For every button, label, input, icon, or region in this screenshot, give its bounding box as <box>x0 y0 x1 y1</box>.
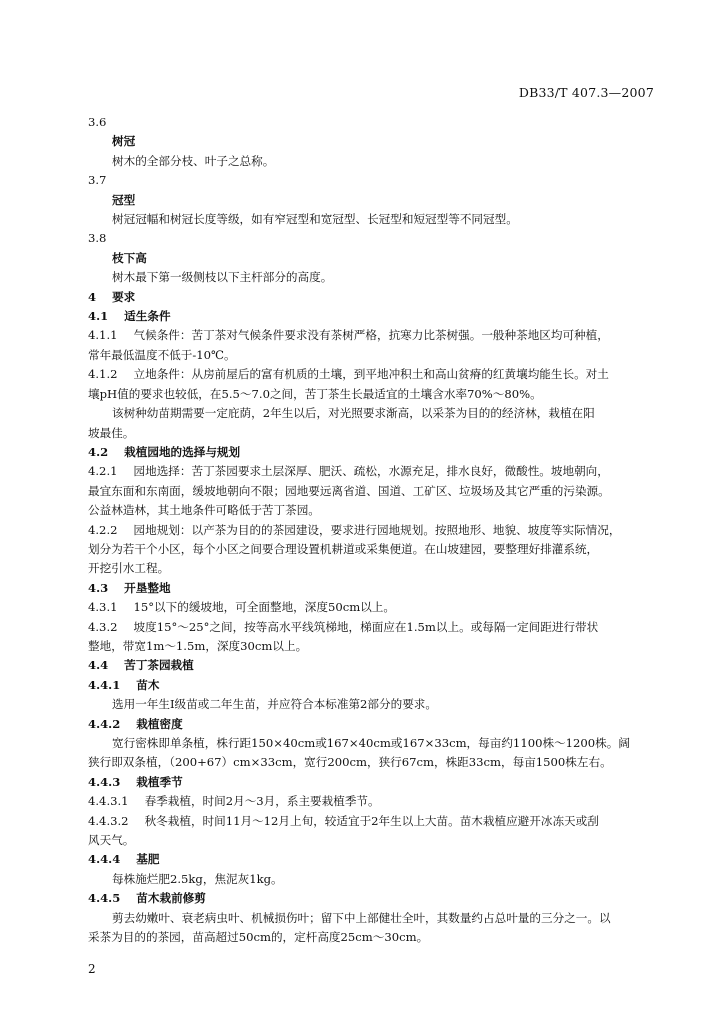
section-4-3-heading <box>88 579 653 598</box>
section-4-2-1-line-2: 最宜东面和东南面，缓坡地朝向不限；园地要远离省道、国道、工矿区、垃圾场及其它严重的污染源。 <box>88 483 610 498</box>
section-4-4-2-number: 4.4.2 <box>88 716 121 731</box>
section-4-4-5-line-1: 剪去幼嫩叶、衰老病虫叶、机械损伤叶；留下中上部健壮全叶，其数量约占总叶量的三分之一。以 <box>112 910 611 925</box>
section-4-3-1-line-1: 4.3.1 15°以下的缓坡地，可全面整地，深度50cm以上。 <box>88 600 395 615</box>
section-4-4-3-1-number: 4.4.3.1 <box>88 794 129 809</box>
section-4-3-2-number: 4.3.2 <box>88 619 118 634</box>
section-4-4-3-title: 栽植季节 <box>136 774 183 789</box>
section-4-4-4-number: 4.4.4 <box>88 852 121 867</box>
section-4-1-2-line-2: 壤pH值的要求也较低，在5.5～7.0之间，苦丁茶生长最适宜的土壤含水率70%～80%。 <box>88 386 542 401</box>
section-4-4-2-line-2: 狭行即双条植，（200+67）cm×33cm，宽行200cm，狭行67cm，株距33cm，每亩1500株左右。 <box>88 755 612 770</box>
section-3-6-term: 树冠 <box>112 134 136 149</box>
section-4-3-2-line-2: 整地，带宽1m～1.5m，深度30cm以上。 <box>88 638 308 653</box>
section-4-4-4-title: 基肥 <box>136 852 160 867</box>
section-4-4-5-title: 苗木栽前修剪 <box>136 891 206 906</box>
section-4-3-number: 4.3 <box>88 580 109 595</box>
section-4-1-2-line-3: 该树种幼苗期需要一定庇荫，2年生以后，对光照要求渐高，以采茶为目的的经济林，栽植在阳 <box>112 406 595 421</box>
section-4-4-2-title: 栽植密度 <box>136 716 183 731</box>
section-4-1-2-line-4: 坡最佳。 <box>88 425 135 440</box>
section-4-2-number: 4.2 <box>88 444 109 459</box>
section-4-4-3-2-line-2: 风天气。 <box>88 833 135 848</box>
section-4-2-2-line-2: 划分为若干个小区，每个小区之间要合理设置机耕道或采集便道。在山坡建园，要整理好排灌系统， <box>88 541 599 556</box>
section-4-2-1-line-3: 公益林造林，其土地条件可略低于苦丁茶园。 <box>88 503 320 518</box>
section-3-6-number: 3.6 <box>88 115 107 129</box>
section-4-heading <box>88 288 653 307</box>
section-4-4-5-line-2: 采茶为目的的茶园，苗高超过50cm的，定杆高度25cm～30cm。 <box>88 930 429 945</box>
section-4-2-1-line-1: 4.2.1 园地选择：苦丁茶园要求土层深厚、肥沃、疏松，水源充足，排水良好，微酸性。坡地朝向， <box>88 464 609 479</box>
section-4-4-3-1-line-1: 4.4.3.1 春季栽植，时间2月～3月，系主要栽植季节。 <box>88 794 380 809</box>
section-4-4-1-title: 苗木 <box>136 677 160 692</box>
section-4-4-number: 4.4 <box>88 658 109 673</box>
section-4-4-heading <box>88 656 653 675</box>
document-body <box>88 113 653 947</box>
section-4-1-1-line-1: 4.1.1 气候条件：苦丁茶对气候条件要求没有茶树严格，抗寒力比茶树强。一般种茶地区均可种植， <box>88 328 609 343</box>
section-4-number: 4 <box>88 289 97 304</box>
section-4-2-1-number: 4.2.1 <box>88 464 118 479</box>
section-3-7-number: 3.7 <box>88 173 107 188</box>
section-4-4-title: 苦丁茶园栽植 <box>124 658 194 673</box>
section-3-8-definition: 树木最下第一级侧枝以下主杆部分的高度。 <box>112 270 333 285</box>
section-4-1-2-line-1: 4.1.2 立地条件：从房前屋后的富有机质的土壤，到平地冲积土和高山贫瘠的红黄壤均能生长。对土 <box>88 367 609 382</box>
section-4-4-3-heading <box>88 773 653 792</box>
section-4-2-2-number: 4.2.2 <box>88 522 118 537</box>
section-3-8-term: 枝下高 <box>112 250 147 265</box>
section-4-3-2-line-1: 4.3.2 坡度15°～25°之间，按等高水平线筑梯地，梯面应在1.5m以上。或每隔一定间距进行带状 <box>88 619 599 634</box>
page-number: 2 <box>88 962 96 976</box>
section-4-1-1-number: 4.1.1 <box>88 328 118 343</box>
section-4-1-title: 适生条件 <box>124 309 171 324</box>
section-4-4-5-number: 4.4.5 <box>88 891 121 906</box>
section-4-2-title: 栽植园地的选择与规划 <box>124 444 241 459</box>
section-4-4-1-line-1: 选用一年生I级苗或二年生苗，并应符合本标准第2部分的要求。 <box>112 697 437 712</box>
section-4-4-2-line-1: 宽行密株即单条植，株行距150×40cm或167×40cm或167×33cm，每亩约1100株～1200株。阔 <box>112 736 630 750</box>
section-4-1-heading <box>88 307 653 326</box>
section-3-7-term: 冠型 <box>112 192 136 207</box>
section-4-2-2-line-3: 开挖引水工程。 <box>88 561 170 576</box>
section-4-4-1-number: 4.4.1 <box>88 677 121 692</box>
section-4-4-4-heading <box>88 850 653 869</box>
section-3-6-definition: 树木的全部分枝、叶子之总称。 <box>112 153 275 168</box>
section-4-title: 要求 <box>112 289 136 304</box>
section-4-4-3-2-line-1: 4.4.3.2 秋冬栽植，时间11月～12月上旬，较适宜于2年生以上大苗。苗木栽植应避开冰冻天或刮 <box>88 813 599 828</box>
section-4-3-title: 开垦整地 <box>124 580 171 595</box>
section-4-4-5-heading <box>88 889 653 908</box>
section-4-1-2-number: 4.1.2 <box>88 367 118 382</box>
section-4-4-3-2-number: 4.4.3.2 <box>88 813 129 828</box>
section-4-1-1-line-2: 常年最低温度不低于-10℃。 <box>88 347 236 362</box>
section-3-7-definition: 树冠冠幅和树冠长度等级，如有窄冠型和宽冠型、长冠型和短冠型等不同冠型。 <box>112 212 518 227</box>
standard-code-header: DB33/T 407.3—2007 <box>518 85 654 100</box>
section-4-1-number: 4.1 <box>88 309 109 324</box>
section-4-4-4-line-1: 每株施烂肥2.5kg，焦泥灰1kg。 <box>112 871 283 886</box>
section-3-8-number: 3.8 <box>88 231 107 246</box>
section-4-4-2-heading <box>88 715 653 734</box>
section-4-2-2-line-1: 4.2.2 园地规划：以产茶为目的的茶园建设，要求进行园地规划。按照地形、地貌、坡度等实际情况， <box>88 522 621 537</box>
section-4-4-1-heading <box>88 676 653 695</box>
section-4-3-1-number: 4.3.1 <box>88 600 118 615</box>
section-4-4-3-number: 4.4.3 <box>88 774 121 789</box>
section-4-2-heading <box>88 443 653 462</box>
